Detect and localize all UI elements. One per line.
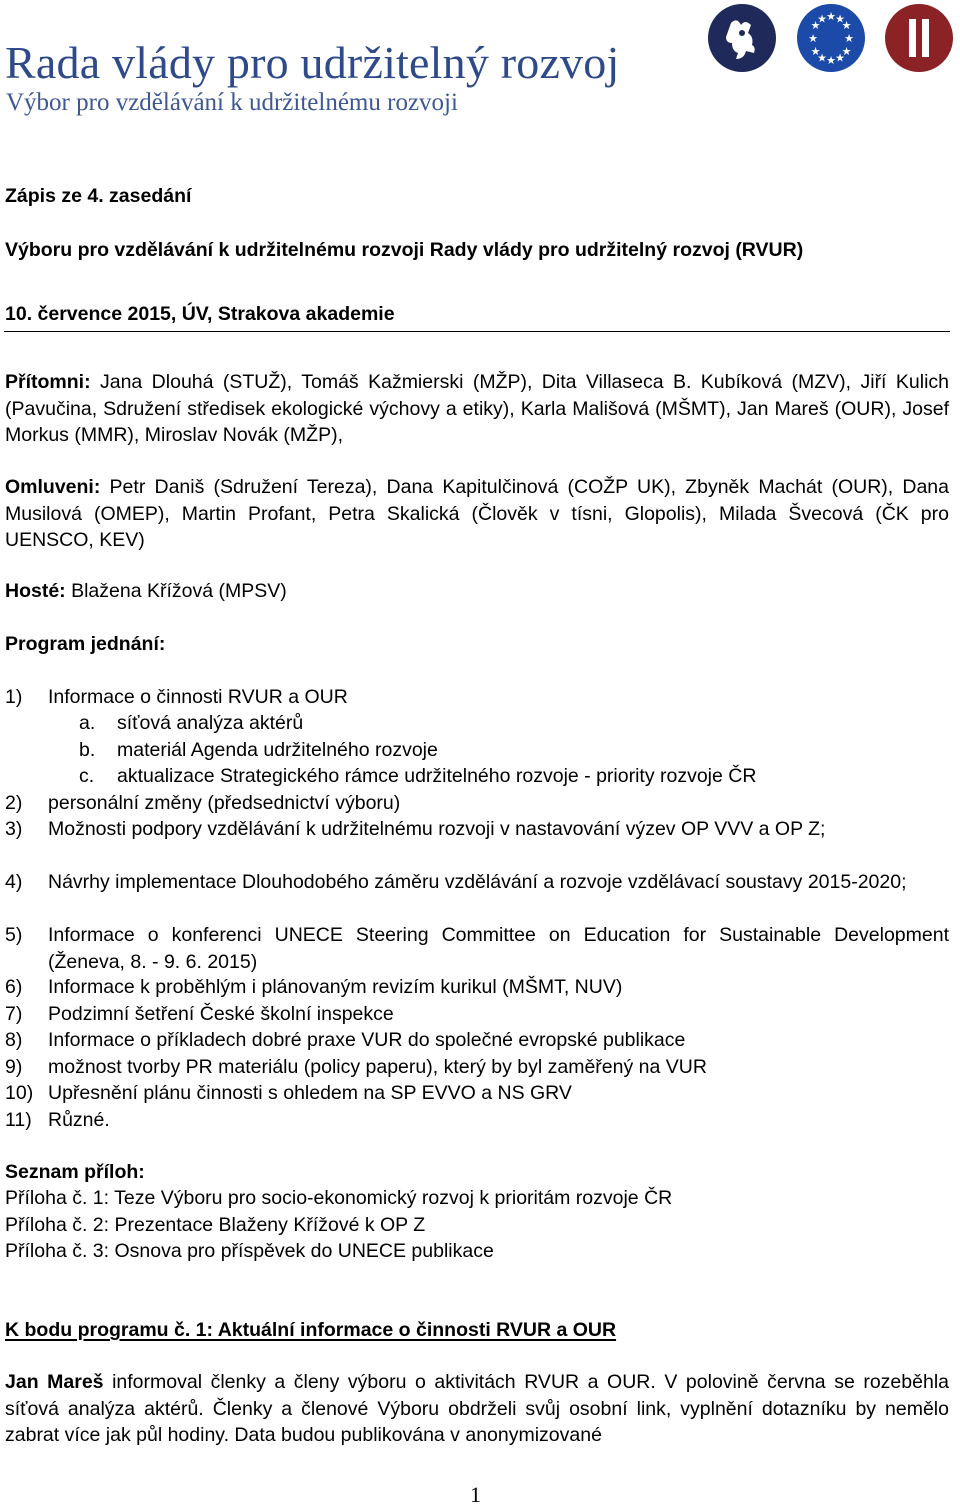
svg-text:★: ★ [817, 12, 827, 26]
agenda-item: Různé. [48, 1109, 110, 1131]
agenda-sub-item: aktualizace Strategického rámce udržitelného rozvoje - priority rozvoje ČR [117, 765, 757, 787]
agenda-number: 10) [5, 1082, 34, 1104]
agenda-item: Informace o činnosti RVUR a OUR [48, 686, 348, 708]
svg-text:★: ★ [808, 32, 818, 45]
present-text: Jana Dlouhá (STUŽ), Tomáš Kažmierski (MŽP), Dita Villaseca B. Kubíková (MZV), Jiří Kulich (Pavučina, Sdružení středisek ekologické výchovy a etiky), Karla Mališová (MŠMT), Jan Mareš (OUR), Josef Morkus (MMR), Miroslav Novák (MŽP), [5, 371, 949, 446]
section-text: informoval členky a členy výboru o aktivitách RVUR a OUR. V polovině června se rozeběhla síťová analýza aktérů. Členky a členové Výboru obdrželi svůj osobní link, vyplnění dotazníku by nemělo zabrat více jak půl hodiny. Data budou publikována v anonymizované [5, 1371, 949, 1446]
czech-lion-logo-icon [707, 3, 777, 73]
agenda-item: personální změny (předsednictví výboru) [48, 792, 401, 814]
council-title: Rada vlády pro udržitelný rozvoj [5, 37, 620, 88]
section-heading: K bodu programu č. 1: Aktuální informace o činnosti RVUR a OUR [5, 1319, 617, 1341]
svg-text:★: ★ [826, 54, 836, 67]
divider-line [4, 331, 950, 332]
agenda-number: 11) [5, 1109, 32, 1131]
attachment-item: Příloha č. 3: Osnova pro příspěvek do UNECE publikace [5, 1240, 494, 1262]
minutes-heading: Zápis ze 4. zasedání [5, 185, 192, 207]
svg-text:★: ★ [810, 19, 821, 32]
svg-text:★: ★ [817, 51, 827, 65]
svg-text:★: ★ [810, 45, 821, 58]
agenda-item: Informace o konferenci UNECE Steering Committee on Education for Sustainable Development (Ženeva, 8. - 9. 6. 2015) [48, 924, 949, 973]
agenda-number: 5) [5, 924, 23, 946]
agenda-item: Návrhy implementace Dlouhodobého záměru vzdělávání a rozvoje vzdělávací soustavy 2015-2020; [48, 871, 907, 893]
present-label: Přítomni: [5, 371, 91, 393]
agenda-item: možnost tvorby PR materiálu (policy paperu), který by byl zaměřený na VUR [48, 1056, 707, 1078]
agenda-sub-label: b. [79, 739, 96, 761]
program-label: Program jednání: [5, 633, 166, 655]
committee-subtitle: Výbor pro vzdělávání k udržitelnému rozvoji [6, 89, 458, 116]
agenda-number: 3) [5, 818, 23, 840]
section-paragraph [5, 1369, 949, 1449]
present-paragraph [5, 369, 949, 449]
agenda-number: 8) [5, 1029, 23, 1051]
agenda-item: Možnosti podpory vzdělávání k udržitelnému rozvoji v nastavování výzev OP VVV a OP Z; [48, 818, 826, 840]
page-number: 1 [470, 1482, 481, 1507]
agenda-item: Informace o příkladech dobré praxe VUR do společné evropské publikace [48, 1029, 686, 1051]
ii-logo-icon [884, 3, 954, 73]
agenda-sub-label: c. [79, 765, 95, 787]
agenda-sub-item: síťová analýza aktérů [117, 712, 304, 734]
excused-text: Petr Daniš (Sdružení Tereza), Dana Kapitulčinová (COŽP UK), Zbyněk Machát (OUR), Dana Musilová (OMEP), Martin Profant, Petra Skalická (Člověk v tísni, Glopolis), Milada Švecová (ČK pro UENSCO, KEV) [5, 476, 949, 551]
guests-paragraph [5, 579, 287, 603]
agenda-number: 6) [5, 976, 23, 998]
speaker-name: Jan Mareš [5, 1371, 104, 1393]
svg-text:★: ★ [835, 12, 845, 26]
attachment-item: Příloha č. 1: Teze Výboru pro socio-ekonomický rozvoj k prioritám rozvoje ČR [5, 1187, 673, 1209]
svg-text:★: ★ [826, 10, 836, 23]
svg-text:★: ★ [844, 32, 854, 45]
svg-text:★: ★ [841, 45, 852, 58]
agenda-number: 2) [5, 792, 23, 814]
eu-stars-logo-icon [796, 3, 866, 73]
excused-label: Omluveni: [5, 476, 101, 498]
excused-paragraph [5, 474, 949, 554]
agenda-sub-label: a. [79, 712, 96, 734]
agenda-number: 9) [5, 1056, 23, 1078]
agenda-item: Podzimní šetření České školní inspekce [48, 1003, 394, 1025]
agenda-number: 1) [5, 686, 23, 708]
guests-label: Hosté: [5, 580, 66, 602]
agenda-number: 4) [5, 871, 23, 893]
agenda-item: Upřesnění plánu činnosti s ohledem na SP EVVO a NS GRV [48, 1082, 572, 1104]
attachments-label: Seznam příloh: [5, 1161, 145, 1183]
agenda-number: 7) [5, 1003, 23, 1025]
attachment-item: Příloha č. 2: Prezentace Blaženy Křížové k OP Z [5, 1214, 426, 1236]
agenda-sub-item: materiál Agenda udržitelného rozvoje [117, 739, 438, 761]
committee-heading: Výboru pro vzdělávání k udržitelnému rozvoji Rady vlády pro udržitelný rozvoj (RVUR) [5, 239, 804, 261]
date-place: 10. července 2015, ÚV, Strakova akademie [5, 303, 395, 325]
svg-text:★: ★ [835, 51, 845, 65]
agenda-item: Informace k proběhlým i plánovaným revizím kurikul (MŠMT, NUV) [48, 976, 623, 998]
guests-text: Blažena Křížová (MPSV) [65, 580, 287, 602]
svg-text:★: ★ [841, 19, 852, 32]
